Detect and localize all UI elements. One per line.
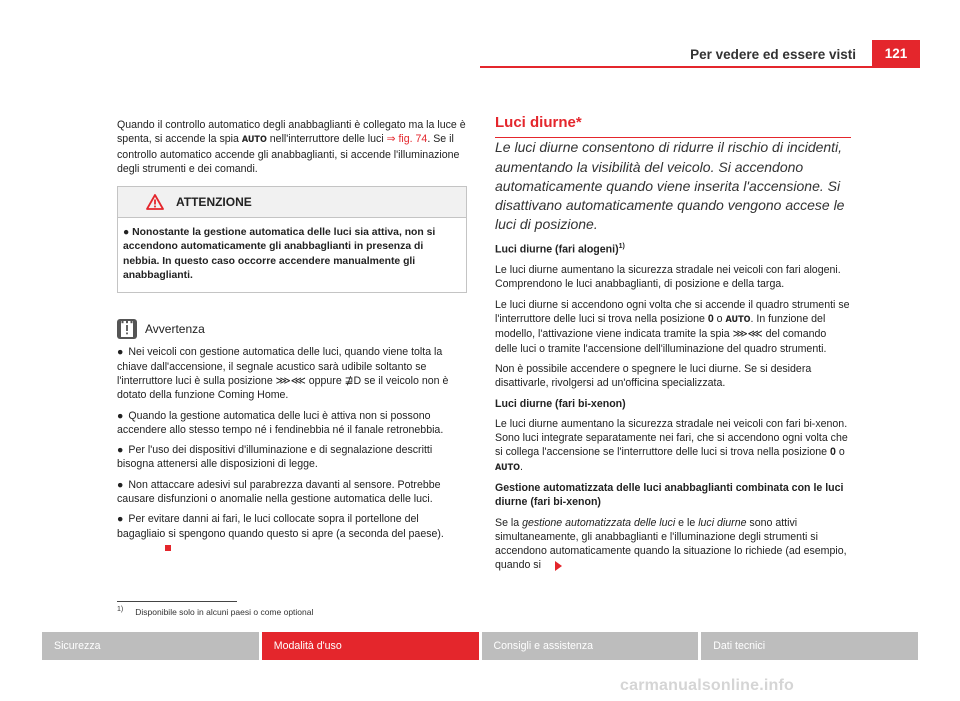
warning-box	[117, 186, 467, 293]
warning-title: ATTENZIONE	[176, 195, 252, 210]
light-position-symbol: ⋙⋘	[732, 328, 763, 341]
footer-tabs	[42, 632, 918, 660]
note-bullet: ● Per l'uso dei dispositivi d'illuminazione e di segnalazione descritti bisogna attenersi alle disposizioni di legge.	[117, 444, 433, 471]
deactivation-paragraph: Non è possibile accendere o spegnere le luci diurne. Se si desidera disattivarle, rivolgersi ad un'officina specializzata.	[495, 362, 812, 390]
activation-paragraph: Le luci diurne si accendono ogni volta che si accende il quadro strumenti se l'interruttore delle luci si trova nella posizione 0 o AUTO. In funzione del modello, l'attivazione viene indicata tramite la spia ⋙⋘ del comando delle luci o tramite l'accensione dell'illuminazione del quadro strumenti.	[495, 298, 850, 355]
note-bullet: ● Quando la gestione automatica delle luci è attiva non si possono accendere allo stesso tempo né i fendinebbia né il fanale retronebbia.	[117, 409, 444, 436]
tab-dati-tecnici[interactable]: Dati tecnici	[701, 632, 918, 660]
section-intro: Le luci diurne consentono di ridurre il rischio di incidenti, aumentando la visibilità del veicolo. Si accendono automaticamente quando viene inserita l'accensione. Si disattivano automaticamente quando vengono accese le luci di posizione.	[495, 139, 845, 233]
warning-header	[118, 187, 466, 218]
auto-symbol: AUTO	[725, 315, 751, 326]
footnote-text: Disponibile solo in alcuni paesi o come optional	[135, 606, 314, 617]
note-title: Avvertenza	[145, 322, 205, 337]
bullet-dot: ●	[117, 444, 124, 457]
tab-sicurezza[interactable]: Sicurezza	[42, 632, 259, 660]
subheading-combined: Gestione automatizzata delle luci anabbaglianti combinata con le luci diurne (fari bi-xenon)	[495, 482, 844, 509]
switch-position-zero: 0	[707, 313, 714, 326]
section-end-mark	[165, 545, 171, 551]
halogen-paragraph: Le luci diurne aumentano la sicurezza stradale nei veicoli con fari alogeni. Comprendono le luci anabbaglianti, di posizione e della targa.	[495, 264, 841, 291]
subheading-halogen: Luci diurne (fari alogeni)$^{1)}$	[495, 243, 625, 256]
bullet-dot: ●	[117, 409, 124, 422]
warning-body	[118, 218, 466, 292]
note-header	[117, 319, 467, 339]
note-bullet: ● Non attaccare adesivi sul parabrezza davanti al sensore. Potrebbe causare disfunzioni o anomalie nella gestione automatica delle luci.	[117, 478, 441, 506]
combined-paragraph: Se la gestione automatizzata delle luci e le luci diurne sono attivi simultaneamente, gli anabbaglianti e l'illuminazione degli strumenti si accendono automaticamente quando la situazione lo richiede (ad esempio, quando si	[495, 516, 847, 572]
left-column	[117, 118, 467, 561]
warning-bullet: Nonostante la gestione automatica delle luci sia attiva, non si accendono automaticamente gli anabbaglianti in presenza di nebbia. In questo caso occorre accendere manualmente gli anabbaglianti.	[123, 227, 436, 282]
footnote	[117, 606, 313, 617]
warning-triangle-icon	[146, 194, 164, 210]
watermark: carmanualsonline.info	[620, 677, 795, 694]
footnote-rule	[117, 601, 237, 602]
subheading-bixenon: Luci diurne (fari bi-xenon)	[495, 397, 626, 410]
tab-modalita-uso[interactable]: Modalità d'uso	[262, 632, 479, 660]
light-position-symbol: ⋙⋘	[275, 374, 306, 387]
header-rule	[480, 66, 920, 68]
right-column	[495, 116, 851, 579]
auto-symbol: AUTO	[495, 462, 520, 473]
note-bullet: ● Nei veicoli con gestione automatica delle luci, quando viene tolta la chiave dall'accensione, il segnale acustico sarà udibile soltanto se l'interruttore luci è sulla posizione ⋙⋘ oppure ⋣D se il veicolo non è dotato della funzione Coming Home.	[117, 346, 449, 402]
bullet-dot: ●	[123, 227, 130, 239]
section-title: Luci diurne*	[495, 116, 851, 138]
tab-consigli-assistenza[interactable]: Consigli e assistenza	[482, 632, 699, 660]
bullet-dot: ●	[117, 478, 124, 491]
bixenon-paragraph: Le luci diurne aumentano la sicurezza stradale nei veicoli con fari bi-xenon. Sono luci integrate separatamente nei fari, che si accendono ogni volta che si collega l'accensione se l'interruttore delle luci si trova nella posizione 0 o AUTO.	[495, 417, 848, 473]
page-number: 121	[872, 40, 920, 66]
note-icon	[117, 319, 137, 339]
bullet-dot: ●	[117, 513, 124, 526]
switch-position-zero: 0	[829, 446, 836, 459]
bullet-dot: ●	[117, 346, 124, 359]
footnote-ref: 1)	[618, 243, 625, 251]
running-header-title: Per vedere ed essere visti	[690, 47, 856, 62]
dipped-beam-symbol: ⋣D	[344, 374, 362, 387]
auto-light-paragraph: Quando il controllo automatico degli anabbaglianti è collegato ma la luce è spenta, si accende la spia AUTO nell'interruttore delle luci ⇒ fig. 74. Se il controllo automatico accende gli anabbaglianti, si accende l'illuminazione degli strumenti e dei comandi.	[117, 119, 466, 175]
note-bullet: ● Per evitare danni ai fari, le luci collocate sopra il portellone del bagagliaio si spengono quando questo si apre (a seconda del paese).	[117, 512, 467, 555]
auto-symbol: AUTO	[241, 135, 267, 146]
continue-arrow-icon	[555, 561, 562, 571]
figure-reference-link[interactable]: ⇒ fig. 74	[386, 133, 428, 146]
footnote-mark: 1)	[117, 606, 124, 613]
